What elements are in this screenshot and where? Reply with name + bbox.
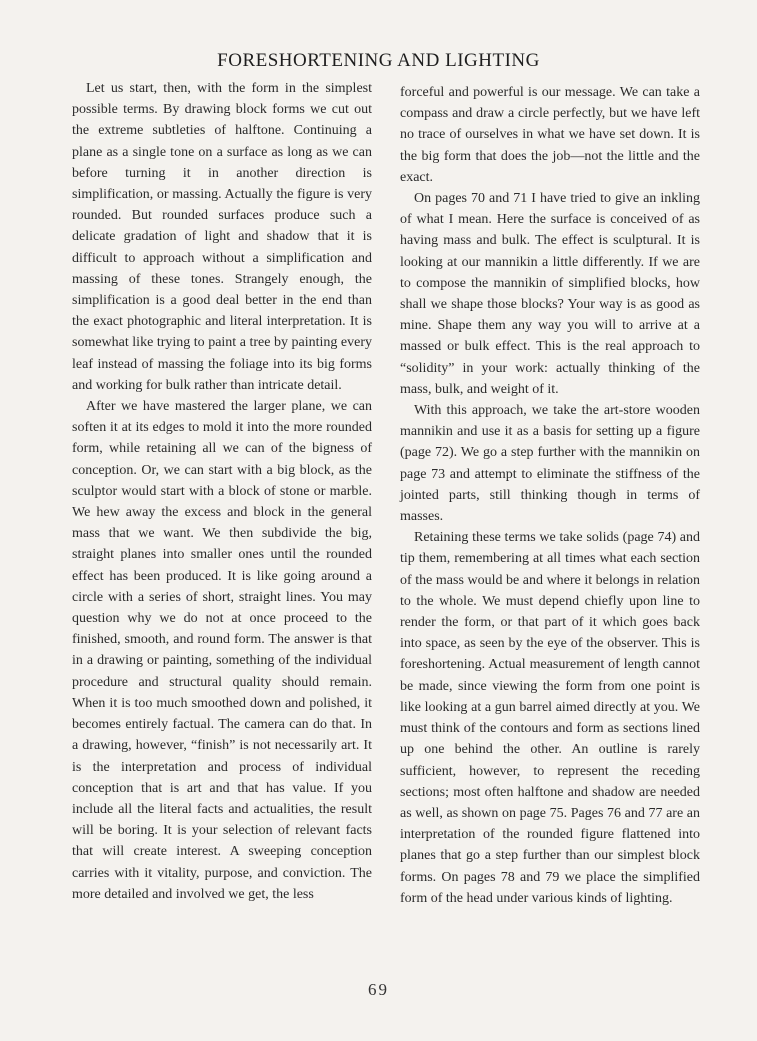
page-title: FORESHORTENING AND LIGHTING [217,50,540,71]
paragraph: After we have mastered the larger plane, we can soften it at its edges to mold it into the more rounded form, while retaining all we can of the bigness of conception. Or, we can start with a big block, as the sculptor would start with a block of stone or marble. We hew away the excess and block in the general mass that we want. We then subdivide the big, straight planes into smaller ones until the rounded effect has been produced. It is like going around a circle with a series of short, straight lines. You may question why we do not at once proceed to the finished, smooth, and round form. The answer is that in a drawing or painting, something of the individual procedure and structural quality should remain. When it is too much smoothed down and polished, it becomes entirely factual. The camera can do that. In a drawing, however, “finish” is not necessarily art. It is the interpretation and process of individual conception that is art and that has value. If you include all the literal facts and actualities, the result will be boring. It is your selection of relevant facts that will create interest. A sweeping conception carries with it vitality, purpose, and conviction. The more detailed and involved we get, the less [72,399,372,902]
paragraph: Retaining these terms we take solids (page 74) and tip them, remembering at all times what each section of the mass would be and where it belongs in relation to the whole. We must depend chiefly upon line to render the form, or that part of it which goes back into space, as seen by the eye of the observer. This is foreshortening. Actual measurement of length cannot be made, since viewing the form from one point is like looking at a gun barrel aimed directly at you. We must think of the contours and form as sections lined up one behind the other. An outline is rarely sufficient, however, to represent the receding sections; most often halftone and shadow are needed as well, as shown on page 75. Pages 76 and 77 are an interpretation of the rounded figure flattened into planes that go a step further than our simplest block forms. On pages 78 and 79 we place the simplified form of the head under various kinds of lighting. [400,530,700,906]
paragraph: Let us start, then, with the form in the simplest possible terms. By drawing block forms we cut out the extreme subtleties of halftone. Continuing a plane as a single tone on a surface as long as we can before turning it in another direction is simplification, or massing. Actually the figure is very rounded. But rounded surfaces produce such a delicate gradation of light and shadow that it is difficult to approach without a simplification and massing of these tones. Strangely enough, the simplification is a good deal better in the end than the exact photographic and literal interpretation. It is somewhat like trying to paint a tree by painting every leaf instead of massing the foliage into its big forms and working for bulk rather than intricate detail. [72,81,372,393]
paragraph: On pages 70 and 71 I have tried to give an inkling of what I mean. Here the surface is conceived of as having mass and bulk. The effect is sculptural. It is looking at our mannikin a little differently. If we are to compose the mannikin of simplified blocks, how shall we shape those blocks? Your way is as good as mine. Shape them any way you will to arrive at a massed or bulk effect. This is the real approach to “solidity” in your work: actually thinking of the mass, bulk, and weight of it. [400,191,700,397]
page-number: 69 [368,980,389,999]
right-column [400,82,700,909]
left-column [72,78,372,905]
paragraph: forceful and powerful is our message. We can take a compass and draw a circle perfectly, but we have left no trace of ourselves in what we have set down. It is the big form that does the job—not the little and the exact. [400,85,700,185]
paragraph: With this approach, we take the art-store wooden mannikin and use it as a basis for setting up a figure (page 72). We go a step further with the mannikin on page 73 and attempt to eliminate the stiffness of the jointed parts, still thinking though in terms of masses. [400,403,700,525]
